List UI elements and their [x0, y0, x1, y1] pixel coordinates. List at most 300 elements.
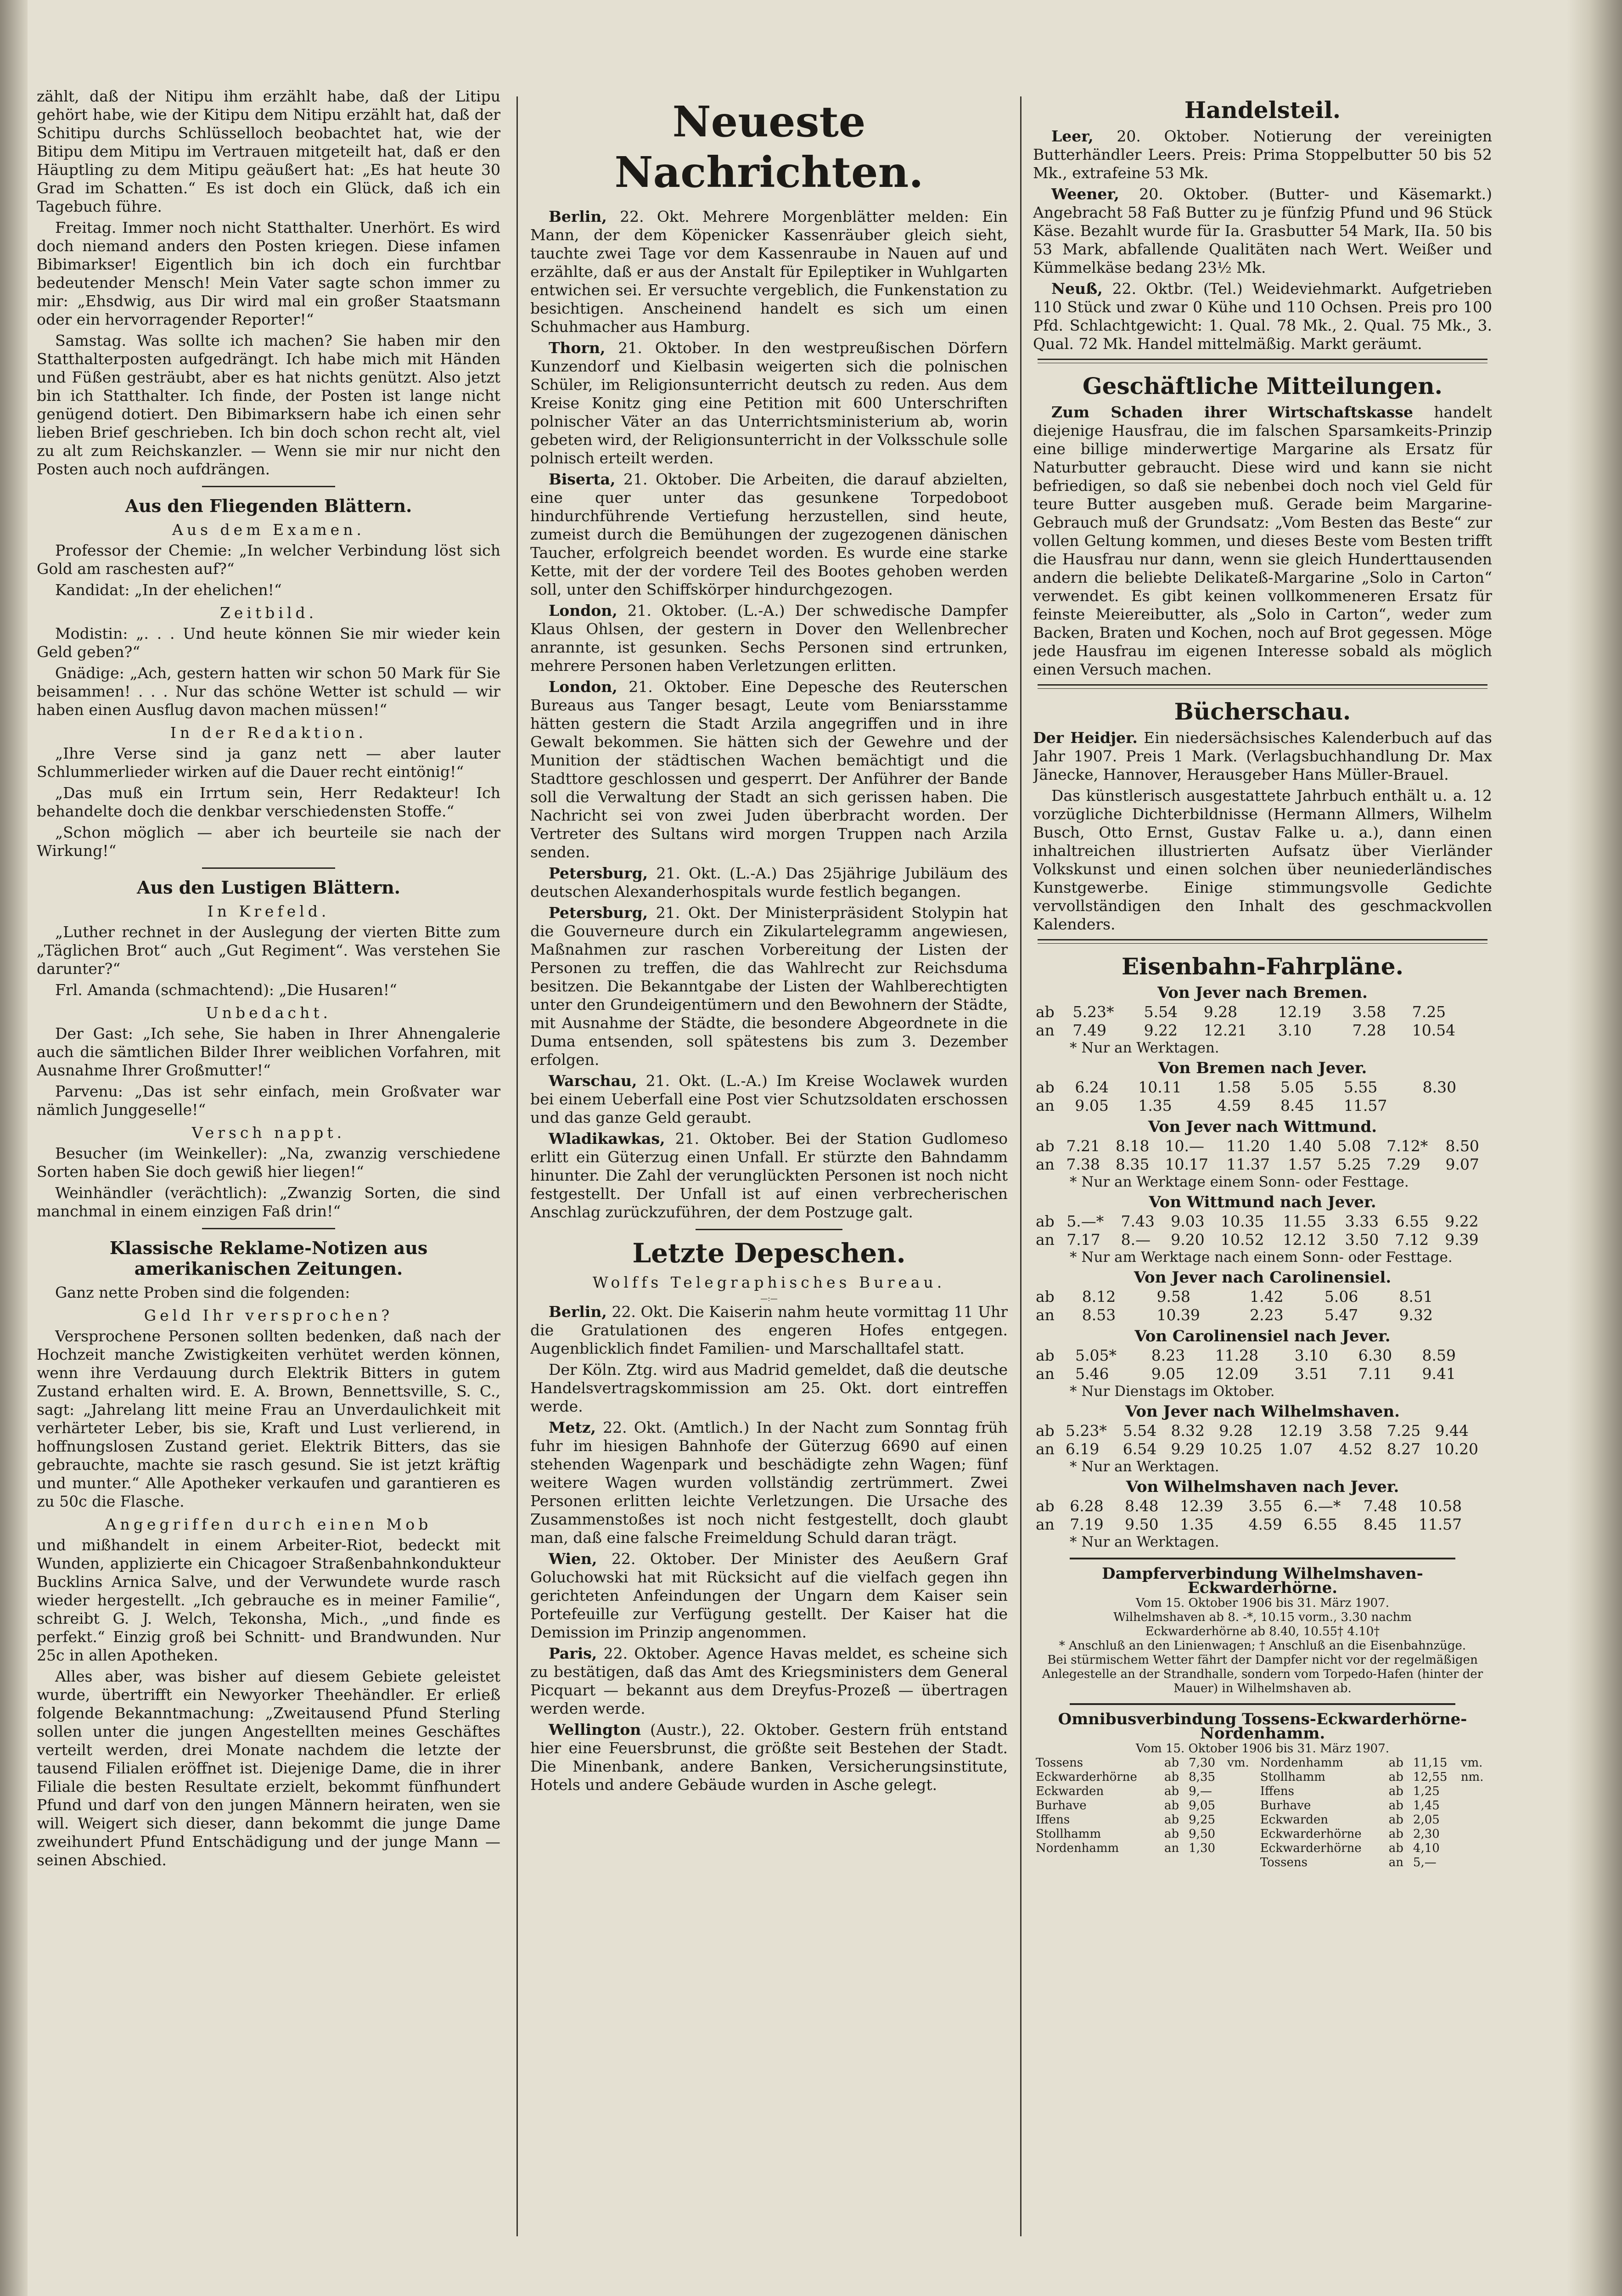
timetable-cell: 6.28: [1070, 1497, 1104, 1515]
omnibus-table: [1033, 1756, 1492, 1870]
timetable-cell: 1.40: [1288, 1137, 1322, 1155]
paragraph: Versprochene Personen sollten bedenken, daß nach der Hochzeit manche Zwistigkeiten verhütet werden können, wenn ihre Verdauung durch Elektrik Bitters in gutem Zustand erhalten wird. E. A. Brown, Bennettsville, S. C., sagt: „Jahrelang litt meine Frau an Unverdaulichkeit mit verhärteter Leber, bis sie, Kraft und Lust verlierend, in hoffnungslosen Zustand geriet. Elektrik Bitters, das sie gebrauchte, machte sie rasch gesund. Sie ist jetzt kräftig und munter.“ Alle Apotheker verkaufen und garantieren es zu 50c die Flasche.: [37, 1327, 500, 1510]
timetable-cell: an: [1036, 1440, 1055, 1458]
divider: [1070, 1703, 1455, 1705]
timetable-cell: 4.52: [1339, 1440, 1373, 1458]
news-text: 21. Oktober. Die Arbeiten, die darauf abzielten, eine quer unter das gesunkene Torpedoboot hindurchführende Vertiefung herzustellen, sind heute, zumeist durch die Bemühungen der zugezogenen dänischen Taucher, erfolgreich beendet worden. Es wurde eine starke Kette, mit der der vordere Teil des Bootes gehoben werden soll, unter den Schiffskörper hindurchgezogen.: [530, 470, 1008, 598]
timetable-cell: 7.49: [1072, 1021, 1107, 1039]
timetable-cell: 8.50: [1445, 1137, 1479, 1155]
news-text: 21. Okt. (L.-A.) Im Kreise Woclawek wurden bei einem Ueberfall eine Post vier Schutzsoldaten erschossen und das ganze Geld geraubt.: [530, 1072, 1008, 1126]
timetable-cell: 10.54: [1412, 1021, 1456, 1039]
timetable-cell: 7.48: [1363, 1497, 1398, 1515]
timetable-cell: 6.24: [1075, 1078, 1109, 1096]
timetable-cell: 8.51: [1399, 1288, 1433, 1306]
news-dateline: Petersburg,: [549, 864, 648, 882]
timetable-cell: an: [1036, 1306, 1055, 1324]
timetable: [1033, 1288, 1492, 1324]
news-item: [530, 602, 1008, 675]
omnibus-cell: ab: [1388, 1784, 1403, 1798]
timetable-cell: 5.47: [1324, 1306, 1358, 1324]
page-title: Neueste Nachrichten.: [614, 97, 924, 197]
timetable-cell: 7.28: [1352, 1021, 1386, 1039]
omnibus-cell: Iffens: [1260, 1784, 1294, 1798]
timetable-cell: 8.53: [1082, 1306, 1116, 1324]
omnibus-cell: 8,35: [1189, 1770, 1216, 1784]
timetable-cell: ab: [1036, 1422, 1055, 1440]
timetable-cell: 9.58: [1156, 1288, 1190, 1306]
timetable-cell: 2.23: [1250, 1306, 1284, 1324]
timetable-cell: 5.05: [1280, 1078, 1314, 1096]
timetable-cell: 10.—: [1165, 1137, 1204, 1155]
market-dateline: Weener,: [1051, 185, 1119, 203]
subheading: Unbedacht.: [205, 1004, 331, 1022]
dispatch-item: [530, 1303, 1008, 1358]
omnibus-cell: 2,05: [1413, 1813, 1440, 1827]
timetable-cell: 7.21: [1066, 1137, 1100, 1155]
dispatch-item: [530, 1721, 1008, 1794]
notice-lead: Zum Schaden ihrer Wirtschaftskasse: [1051, 403, 1413, 421]
omnibus-row: [1033, 1770, 1492, 1784]
timetable-cell: 8.12: [1082, 1288, 1116, 1306]
timetable-row: [1033, 1365, 1492, 1383]
timetable-row: [1033, 1497, 1492, 1515]
omnibus-cell: Tossens: [1260, 1856, 1308, 1869]
timetable-cell: [1484, 1003, 1492, 1021]
timetable-cell: 9.03: [1171, 1212, 1205, 1230]
timetable-cell: 11.55: [1283, 1212, 1326, 1230]
omnibus-cell: [1186, 1856, 1224, 1870]
omnibus-cell: Iffens: [1036, 1813, 1070, 1827]
timetable-cell: 1.07: [1279, 1440, 1313, 1458]
timetable-cell: 8.23: [1151, 1346, 1185, 1364]
timetable-cell: 5.25: [1337, 1155, 1371, 1173]
timetable-cell: 11.20: [1226, 1137, 1270, 1155]
timetable: [1033, 1003, 1492, 1040]
section-heading: Letzte Depeschen.: [632, 1238, 906, 1269]
omnibus-row: [1033, 1756, 1492, 1770]
paragraph: Der Gast: „Ich sehe, Sie haben in Ihrer Ahnengalerie auch die sämtlichen Bilder Ihrer weiblichen Vorfahren, mit Ausnahme Ihrer Großmutter!“: [37, 1024, 500, 1079]
paragraph: Besucher (im Weinkeller): „Na, zwanzig verschiedene Sorten haben Sie doch gewiß hier liegen!“: [37, 1144, 500, 1181]
dispatch-item: [530, 1361, 1008, 1416]
section-heading: Bücherschau.: [1174, 698, 1351, 725]
omnibus-cell: 9,—: [1189, 1784, 1212, 1798]
timetable-row: [1033, 1288, 1492, 1306]
timetable-cell: 9.28: [1219, 1422, 1253, 1440]
omnibus-cell: [1224, 1841, 1257, 1856]
timetable-cell: 6.55: [1303, 1515, 1337, 1533]
timetable: [1033, 1212, 1492, 1249]
timetable-cell: 7.12: [1395, 1231, 1429, 1249]
news-text: 21. Okt. (L.-A.) Das 25jährige Jubiläum des deutschen Alexanderhospitals wurde festlich begangen.: [530, 864, 1008, 900]
timetable-cell: 6.55: [1395, 1212, 1429, 1230]
omnibus-row: [1033, 1841, 1492, 1856]
divider: [1038, 939, 1487, 944]
timetable-cell: 9.39: [1445, 1231, 1479, 1249]
market-report: [1033, 280, 1492, 353]
market-text: 20. Oktober. Notierung der vereinigten Butterhändler Leers. Preis: Prima Stoppelbutter 50 bis 52 Mk., extrafeine 53 Mk.: [1033, 127, 1492, 182]
timetable-cell: an: [1036, 1365, 1055, 1383]
right-column: [1033, 87, 1492, 2255]
dispatch-item: [530, 1550, 1008, 1642]
timetable-cell: 9.44: [1435, 1422, 1469, 1440]
omnibus-cell: ab: [1388, 1813, 1403, 1827]
timetable-note: * Nur an Werktagen.: [1070, 1534, 1219, 1550]
divider: [1038, 684, 1487, 689]
ferry-line: * Anschluß an den Linienwagen; † Anschluß an die Eisenbahnzüge.: [1059, 1639, 1466, 1653]
market-report-list: [1033, 127, 1492, 353]
divider: [1070, 1558, 1455, 1559]
timetable-cell: 9.29: [1171, 1440, 1205, 1458]
omnibus-cell: [1033, 1856, 1162, 1870]
timetable-cell: 7.19: [1070, 1515, 1104, 1533]
timetable-cell: 3.33: [1345, 1212, 1379, 1230]
omnibus-cell: ab: [1388, 1770, 1403, 1784]
timetable-cell: 8.45: [1280, 1097, 1314, 1114]
omnibus-period: Vom 15. Oktober 1906 bis 31. März 1907.: [1135, 1742, 1390, 1756]
subheading: In Krefeld.: [207, 902, 330, 920]
paragraph: Modistin: „. . . Und heute können Sie mir wieder kein Geld geben?“: [37, 625, 500, 661]
paragraph: Parvenu: „Das ist sehr einfach, mein Großvater war nämlich Junggeselle!“: [37, 1082, 500, 1119]
news-dateline: Warschau,: [549, 1072, 637, 1090]
timetable-cell: [1484, 1497, 1492, 1515]
timetable-row: [1033, 1097, 1492, 1115]
market-text: 22. Oktbr. (Tel.) Weideviehmarkt. Aufgetrieben 110 Stück und zwar 0 Kühe und 110 Ochsen. Preis pro 100 Pfd. Schlachtgewicht: 1. Qual. 78 Mk., 2. Qual. 75 Mk., 3. Qual. 72 Mk. Handel mittelmäßig. Markt geräumt.: [1033, 280, 1492, 353]
section-heading: Aus den Lustigen Blättern.: [136, 877, 400, 898]
paragraph: „Das muß ein Irrtum sein, Herr Redakteur! Ich behandelte doch die denkbar verschiedensten Stoffe.“: [37, 784, 500, 820]
market-text: 20. Oktober. (Butter- und Käsemarkt.) Angebracht 58 Faß Butter zu je fünfzig Pfund und 96 Stück Käse. Bezahlt wurde für Ia. Grasbutter 54 Mark, IIa. 50 bis 53 Mark, abfallende Qualitäten nach Wert. Weißer und Kümmelkäse bedang 23½ Mk.: [1033, 185, 1492, 276]
ferry-schedule: [1033, 1596, 1492, 1696]
section-heading: Geschäftliche Mitteilungen.: [1082, 372, 1443, 400]
omnibus-cell: [1224, 1856, 1257, 1870]
omnibus-cell: vm.: [1460, 1756, 1483, 1770]
timetable-cell: ab: [1036, 1288, 1055, 1306]
timetable-cell: 8.59: [1422, 1346, 1456, 1364]
timetable-cell: 7.29: [1386, 1155, 1420, 1173]
timetable-cell: 6.19: [1065, 1440, 1100, 1458]
timetable-cell: 3.10: [1294, 1346, 1329, 1364]
timetable-cell: 12.09: [1215, 1365, 1259, 1383]
divider-glyph: —:—: [760, 1294, 778, 1303]
timetable-cell: 3.50: [1345, 1231, 1379, 1249]
timetable-title: Von Wilhelmshaven nach Jever.: [1126, 1478, 1399, 1496]
timetable-cell: 5.23*: [1072, 1003, 1114, 1021]
omnibus-cell: [1458, 1841, 1492, 1856]
newspaper-page: [37, 87, 1492, 2255]
timetable-cell: an: [1036, 1021, 1055, 1039]
omnibus-cell: Burhave: [1036, 1799, 1087, 1812]
dispatch-dateline: Berlin,: [549, 1303, 607, 1321]
timetable-cell: 8.30: [1422, 1078, 1457, 1096]
dispatch-text: 22. Okt. (Amtlich.) In der Nacht zum Sonntag früh fuhr im hiesigen Bahnhofe der Güterzug 6690 auf einen stehenden Wagenpark und beschädigte zehn Wagen; fünf weitere Wagen wurden vollständig zertrümmert. Zwei Personen erlitten leichte Verletzungen. Die Ursache des Zusammenstoßes ist noch nicht festgestellt, doch glaubt man, daß eine falsche Freimeldung Schuld daran trägt.: [530, 1418, 1008, 1547]
timetable-cell: 3.58: [1339, 1422, 1373, 1440]
timetable-cell: 10.25: [1219, 1440, 1263, 1458]
column-rule: [516, 96, 518, 2236]
timetable-cell: 4.59: [1217, 1097, 1251, 1114]
ferry-line: Eckwarderhörne ab 8.40, 10.55† 4.10†: [1145, 1625, 1380, 1638]
timetable-cell: [1484, 1021, 1492, 1040]
divider: [202, 1228, 335, 1229]
timetable-cell: 6.—*: [1303, 1497, 1341, 1515]
timetable-cell: 1.57: [1288, 1155, 1322, 1173]
timetable-cell: 6.54: [1122, 1440, 1157, 1458]
omnibus-cell: 2,30: [1413, 1827, 1440, 1841]
omnibus-cell: [1224, 1784, 1257, 1799]
omnibus-row: [1033, 1856, 1492, 1870]
timetable-title: Von Jever nach Wittmund.: [1148, 1118, 1377, 1136]
news-text: 21. Oktober. (L.-A.) Der schwedische Dampfer Klaus Ohlsen, der gestern in Dover den Wellenbrecher anrannte, ist gesunken. Sechs Personen sind ertrunken, mehrere Personen haben Verletzungen erlitten.: [530, 602, 1008, 675]
timetable-cell: 9.05: [1075, 1097, 1109, 1114]
paragraph: Weinhändler (verächtlich): „Zwanzig Sorten, die sind manchmal in einem einzigen Faß drin!“: [37, 1184, 500, 1220]
dispatch-item: [530, 1644, 1008, 1718]
timetable-cell: 7.11: [1358, 1365, 1392, 1383]
timetable-cell: 3.51: [1294, 1365, 1329, 1383]
timetable-cell: 7.25: [1386, 1422, 1421, 1440]
timetable-row: [1033, 1155, 1492, 1174]
news-dateline: Berlin,: [549, 208, 607, 225]
timetable-cell: 6.30: [1358, 1346, 1392, 1364]
timetable-title: Von Wittmund nach Jever.: [1149, 1193, 1376, 1211]
timetable-cell: an: [1036, 1515, 1055, 1533]
omnibus-cell: [1458, 1856, 1492, 1870]
dispatch-text: 22. Oktober. Agence Havas meldet, es scheine sich zu bestätigen, daß das Amt des Kriegsministers dem General Picquart — bekannt aus dem Dreyfus-Prozeß — übertragen werden werde.: [530, 1644, 1008, 1717]
book-details: Ein niedersächsisches Kalenderbuch auf das Jahr 1907. Preis 1 Mark. (Verlagsbuchhandlung Dr. Max Jänecke, Hannover, Herausgeber Hans Müller-Brauel.: [1033, 729, 1492, 783]
diary-paragraph: Samstag. Was sollte ich machen? Sie haben mir den Statthalterposten aufgedrängt. Ich habe mich mit Händen und Füßen gesträubt, aber es hat nichts genützt. Also jetzt bin ich Statthalter. Ich finde, der Posten ist lange nicht genügend dotiert. Den Bibimarksern habe ich einen sehr lieben Brief geschrieben. Ich bin doch schon recht alt, viel zu alt zum Reichskanzler. — Wenn sie mir nur nicht den Posten auch noch aufdrängen.: [37, 332, 500, 478]
section-heading: Klassische Reklame-Notizen aus amerikanischen Zeitungen.: [109, 1238, 428, 1279]
diary-paragraph: zählt, daß der Nitipu ihm erzählt habe, daß der Litipu gehört habe, wie der Kitipu dem Nitipu erzählt hat, daß der Schitipu durchs Schlüsselloch beobachtet hat, wie der Bitipu dem Mitipu im Vertrauen mitgeteilt hat, daß er den Häuptling zu dem Mitipu geäußert hat: „Es hat heute 30 Grad im Schatten.“ Es ist doch ein Glück, daß ich ein Tagebuch führe.: [37, 87, 500, 215]
timetable-cell: 12.19: [1279, 1422, 1323, 1440]
omnibus-cell: [1224, 1770, 1257, 1784]
business-notice: [1033, 403, 1492, 679]
scan-edge-right: [1567, 0, 1622, 2296]
news-item: [530, 1072, 1008, 1127]
paragraph: Professor der Chemie: „In welcher Verbindung löst sich Gold am raschesten auf?“: [37, 541, 500, 578]
timetable-row: [1033, 1422, 1492, 1440]
timetable-row: [1033, 1137, 1492, 1155]
timetable: [1033, 1497, 1492, 1534]
divider: [202, 867, 335, 869]
omnibus-cell: ab: [1388, 1841, 1403, 1855]
omnibus-cell: [1458, 1799, 1492, 1813]
timetable-cell: 4.59: [1248, 1515, 1282, 1533]
omnibus-row: [1033, 1827, 1492, 1841]
dispatch-list: [530, 1303, 1008, 1794]
dispatch-text: Der Köln. Ztg. wird aus Madrid gemeldet, daß die deutsche Handelsvertragskommission am 25. Okt. dort eintreffen werde.: [530, 1361, 1008, 1415]
timetable-cell: 5.55: [1343, 1078, 1378, 1096]
news-item: [530, 678, 1008, 861]
paragraph: Ganz nette Proben sind die folgenden:: [55, 1283, 350, 1301]
omnibus-cell: ab: [1164, 1756, 1179, 1770]
timetable-cell: [1483, 1097, 1492, 1115]
timetable-cell: 7.38: [1066, 1155, 1100, 1173]
book-title: Der Heidjer.: [1033, 729, 1138, 747]
omnibus-cell: Eckwarderhörne: [1260, 1827, 1362, 1841]
paragraph: Gnädige: „Ach, gestern hatten wir schon 50 Mark für Sie beisammen! . . . Nur das schöne Wetter ist schuld — wir haben einen Ausflug davon machen müssen!“: [37, 664, 500, 719]
timetable-cell: 7.17: [1066, 1231, 1100, 1249]
news-item: [530, 339, 1008, 467]
timetable-cell: 5.06: [1324, 1288, 1358, 1306]
timetable-cell: 5.54: [1122, 1422, 1157, 1440]
dispatch-dateline: Metz,: [549, 1418, 596, 1436]
paragraph: Frl. Amanda (schmachtend): „Die Husaren!“: [55, 981, 397, 999]
omnibus-cell: Nordenhamm: [1260, 1756, 1343, 1770]
paragraph: „Luther rechnet in der Auslegung der vierten Bitte zum „Täglichen Brot“ auch „Gut Regiment“. Was verstehen Sie darunter?“: [37, 923, 500, 978]
timetable-title: Von Jever nach Carolinensiel.: [1134, 1268, 1392, 1287]
timetable-note: * Nur an Werktagen.: [1070, 1458, 1219, 1475]
omnibus-cell: Stollhamm: [1260, 1770, 1325, 1784]
timetable-cell: 7.25: [1412, 1003, 1446, 1021]
omnibus-cell: Eckwarderhörne: [1260, 1841, 1362, 1855]
timetable-row: [1033, 1306, 1492, 1324]
timetable-cell: 7.43: [1121, 1212, 1155, 1230]
timetable-cell: ab: [1036, 1078, 1055, 1096]
paragraph: Alles aber, was bisher auf diesem Gebiete geleistet wurde, übertrifft ein Newyorker Theehändler. Er erließ folgende Bekanntmachung: „Zweitausend Pfund Sterling sollen unter die jungen Angestellten meines Geschäftes verteilt werden, drei Monate nachdem die letzte der tausend Filialen eröffnet ist. Diejenige Dame, die in ihrer Filiale die besten Resultate erzielt, bekommt fünfhundert Pfund und darf von den jungen Männern heiraten, wen sie will. Weigert sich dieser, dann bekommt die junge Dame zweihundert Pfund Entschädigung und der junge Mann — seinen Abschied.: [37, 1667, 500, 1869]
timetable-title: Von Jever nach Bremen.: [1157, 984, 1368, 1002]
dispatch-dateline: Wien,: [549, 1550, 597, 1568]
omnibus-cell: 9,50: [1189, 1827, 1216, 1841]
omnibus-row: [1033, 1784, 1492, 1799]
timetable-cell: 11.57: [1343, 1097, 1387, 1114]
timetable-cell: 12.39: [1180, 1497, 1224, 1515]
subheading: Geld Ihr versprochen?: [144, 1306, 393, 1324]
diary-paragraph: Freitag. Immer noch nicht Statthalter. Unerhört. Es wird doch niemand anders den Posten kriegen. Diese infamen Bibimarkser! Eigentlich bin ich doch ein furchtbar bedeutender Mensch! Mein Vater sagte schon immer zu mir: „Ehsdwig, aus Dir wird mal ein großer Staatsmann oder ein hervorragender Reporter!“: [37, 219, 500, 328]
news-dateline: London,: [549, 602, 617, 619]
omnibus-cell: 12,55: [1413, 1770, 1448, 1784]
timetable-cell: 9.20: [1171, 1231, 1205, 1249]
omnibus-cell: 1,30: [1189, 1841, 1216, 1855]
timetable-cell: 10.11: [1138, 1078, 1182, 1096]
dispatch-dateline: Paris,: [549, 1644, 597, 1662]
omnibus-cell: [1162, 1856, 1186, 1870]
market-dateline: Leer,: [1051, 127, 1094, 145]
timetable-cell: 9.32: [1399, 1306, 1433, 1324]
timetable: [1033, 1346, 1492, 1383]
market-dateline: Neuß,: [1051, 280, 1103, 298]
left-column: [37, 87, 500, 2255]
timetable-cell: 10.39: [1156, 1306, 1200, 1324]
news-item: [530, 208, 1008, 336]
omnibus-row: [1033, 1813, 1492, 1827]
timetable-cell: an: [1036, 1231, 1055, 1249]
omnibus-cell: 4,10: [1413, 1841, 1440, 1855]
omnibus-cell: Burhave: [1260, 1799, 1311, 1812]
omnibus-cell: [1224, 1813, 1257, 1827]
omnibus-cell: Eckwarderhörne: [1036, 1770, 1137, 1784]
middle-column: [530, 87, 1008, 2255]
timetable-cell: 5.54: [1144, 1003, 1178, 1021]
divider: [1038, 359, 1487, 363]
timetable-cell: 8.48: [1125, 1497, 1159, 1515]
dispatch-text: 22. Oktober. Der Minister des Aeußern Graf Goluchowski hat mit Rücksicht auf die vielfach gegen ihn gerichteten Anfeindungen der Ungarn dem Kaiser sein Portefeuille zur Verfügung gestellt. Der Kaiser hat die Demission im Prinzip angenommen.: [530, 1550, 1008, 1641]
book-review-body: Das künstlerisch ausgestattete Jahrbuch enthält u. a. 12 vorzügliche Dichterbildnisse (Hermann Allmers, Wilhelm Busch, Otto Ernst, Gustav Falke u. a.), dann einen inhaltreichen illustrierten Aufsatz über Vierländer Volkskunst und einen solchen über neuniederländisches Kunstgewerbe. Einige stimmungsvolle Gedichte vervollständigen den Inhalt des geschmackvollen Kalenders.: [1033, 787, 1492, 933]
scan-edge-left: [0, 0, 28, 2296]
timetable-cell: 5.—*: [1066, 1212, 1104, 1230]
timetable-cell: [1483, 1078, 1492, 1097]
omnibus-cell: vm.: [1227, 1756, 1249, 1770]
omnibus-cell: Eckwarden: [1036, 1784, 1104, 1798]
omnibus-cell: 9,25: [1189, 1813, 1216, 1827]
timetable-cell: 1.58: [1217, 1078, 1251, 1096]
timetable-cell: [1482, 1288, 1492, 1306]
news-dateline: Wladikawkas,: [549, 1130, 665, 1148]
omnibus-cell: 1,25: [1413, 1784, 1440, 1798]
divider: [696, 1229, 842, 1230]
subheading: Zeitbild.: [219, 604, 318, 622]
subheading: Wolffs Telegraphisches Bureau.: [592, 1273, 946, 1291]
dispatch-text: 22. Okt. Die Kaiserin nahm heute vormittag 11 Uhr die Gratulationen des engeren Hofes entgegen. Augenblicklich findet Familien- und Marschalltafel statt.: [530, 1303, 1008, 1357]
timetable-cell: 1.42: [1250, 1288, 1284, 1306]
dispatch-text: (Austr.), 22. Oktober. Gestern früh entstand hier eine Feuersbrunst, die größte seit Bestehen der Stadt. Die Minenbank, andere Banken, Versicherungsinstitute, Hotels und andere Gebäude wurden in Asche gelegt.: [530, 1721, 1008, 1794]
timetable-cell: ab: [1036, 1212, 1055, 1230]
column-rule: [1020, 96, 1021, 2236]
news-dateline: London,: [549, 678, 617, 696]
subheading: Angegriffen durch einen Mob: [105, 1515, 432, 1533]
timetable-cell: 5.23*: [1065, 1422, 1107, 1440]
timetable-note: * Nur Dienstags im Oktober.: [1070, 1383, 1275, 1400]
news-text: 21. Oktober. Eine Depesche des Reuterschen Bureaus aus Tanger besagt, Leute vom Beniarsstamme hätten gestern die Stadt Arzila angegriffen und in ihre Gewalt bekommen. Sie hätten sich der Gewehre und der Munition der städtischen Wachen bemächtigt und die Stadttore geschlossen und gesperrt. Der Anführer der Bande soll die Verwaltung der Stadt an sich gerissen haben. Die Nachricht sei von zwei Juden überbracht worden. Der Vertreter des Sultans wird morgen Truppen nach Arzila senden.: [530, 678, 1008, 861]
timetable-cell: [1484, 1515, 1492, 1534]
omnibus-cell: ab: [1164, 1770, 1179, 1784]
news-dateline: Thorn,: [549, 339, 606, 357]
omnibus-cell: ab: [1164, 1813, 1179, 1827]
timetables: [1033, 984, 1492, 1550]
timetable-cell: 12.21: [1203, 1021, 1247, 1039]
timetable-cell: 9.07: [1445, 1155, 1479, 1173]
omnibus-cell: [1224, 1799, 1257, 1813]
timetable-cell: 9.50: [1125, 1515, 1159, 1533]
dispatch-item: [530, 1418, 1008, 1547]
news-dateline: Petersburg,: [549, 904, 648, 922]
timetable-cell: 8.45: [1363, 1515, 1398, 1533]
omnibus-cell: 11,15: [1413, 1756, 1448, 1770]
timetable-cell: 3.55: [1248, 1497, 1282, 1515]
omnibus-cell: 9,05: [1189, 1799, 1216, 1812]
omnibus-cell: ab: [1164, 1827, 1179, 1841]
news-text: 21. Okt. Der Ministerpräsident Stolypin hat die Gouverneure durch ein Zikulartelegramm angewiesen, Maßnahmen zur raschen Vorbereitung der Listen der Personen zu treffen, die das Wahlrecht zur Reichsduma besitzen. Die Bekanntgabe der Listen der Wahlberechtigten unter den Grundeigentümern und den Bewohnern der Städte, mit Ausnahme der Städte, die besondere Abgeordnete in die Duma entsenden, soll spätestens bis zum 3. Dezember erfolgen.: [530, 904, 1008, 1069]
timetable-cell: [1483, 1346, 1492, 1365]
timetable-cell: [1471, 1306, 1482, 1324]
timetable-note: * Nur an Werktage einem Sonn- oder Festtage.: [1070, 1174, 1409, 1190]
market-report: [1033, 127, 1492, 182]
timetable-cell: 12.19: [1278, 1003, 1322, 1021]
news-item: [530, 904, 1008, 1069]
timetable-cell: 7.12*: [1386, 1137, 1428, 1155]
omnibus-cell: 5,—: [1413, 1856, 1437, 1869]
timetable-cell: 9.05: [1151, 1365, 1185, 1383]
ferry-heading: Dampferverbindung Wilhelmshaven-Eckwarderhörne.: [1102, 1564, 1423, 1597]
timetable-cell: 8.32: [1171, 1422, 1205, 1440]
timetable-cell: [1420, 1097, 1483, 1115]
timetable-cell: 5.08: [1337, 1137, 1371, 1155]
timetable-cell: 10.20: [1435, 1440, 1478, 1458]
omnibus-cell: ab: [1164, 1799, 1179, 1812]
notice-text: handelt diejenige Hausfrau, die im falschen Sparsamkeits-Prinzip eine billige minderwertige Margarine als Ersatz für Naturbutter gebraucht. Diese wird und kann sie nicht befriedigen, so daß sie nebenbei doch noch viel Geld für teure Butter ausgeben muß. Gerade beim Margarine-Gebrauch muß der Grundsatz: „Vom Besten das Beste“ zur vollen Geltung kommen, und dieses Beste vom Besten trifft die Hausfrau nur dann, wenn sie gleich Hunderttausenden andern die beliebte Delikateß-Margarine „Solo in Carton“ verwendet. Es gibt keinen vollkommeneren Ersatz für feinste Meiereibutter, als „Solo in Carton“, weder zum Backen, Braten und Kochen, noch auf Brot gegessen. Möge jede Hausfrau im eigenen Interesse sobald als möglich einen Versuch machen.: [1033, 403, 1492, 678]
news-text: 21. Oktober. In den westpreußischen Dörfern Kunzendorf und Kielbasin weigerten sich die polnischen Schüler, im Religionsunterricht deutsch zu reden. Aus dem Kreise Konitz ging eine Petition mit 600 Unterschriften polnischer Väter an das Unterrichtsministerium ab, worin gebeten wird, der Religionsunterricht in der Volksschule solle polnisch erteilt werden.: [530, 339, 1008, 467]
timetable-cell: ab: [1036, 1346, 1055, 1364]
timetable-cell: 5.46: [1075, 1365, 1109, 1383]
timetable-cell: 8.27: [1386, 1440, 1421, 1458]
section-heading: Handelsteil.: [1184, 96, 1341, 124]
omnibus-cell: 1,45: [1413, 1799, 1440, 1812]
timetable-cell: [1483, 1365, 1492, 1383]
timetable-cell: 5.05*: [1075, 1346, 1117, 1364]
timetable-cell: [1482, 1306, 1492, 1324]
news-text: 22. Okt. Mehrere Morgenblätter melden: Ein Mann, der dem Köpenicker Kassenräuber gleich sieht, tauchte zwei Tage vor dem Kassenraube in Nauen auf und erzählte, daß er aus der Anstalt für Epileptiker in Wuhlgarten entwichen sei. Er versuchte vergeblich, die Funkenstation zu besichtigen. Anscheinend handelt es sich um einen Schuhmacher aus Hamburg.: [530, 208, 1008, 336]
timetable-cell: 8.35: [1116, 1155, 1150, 1173]
timetable-cell: 11.28: [1215, 1346, 1259, 1364]
omnibus-cell: ab: [1388, 1799, 1403, 1812]
timetable-cell: 3.58: [1352, 1003, 1386, 1021]
timetable-cell: 12.12: [1283, 1231, 1326, 1249]
